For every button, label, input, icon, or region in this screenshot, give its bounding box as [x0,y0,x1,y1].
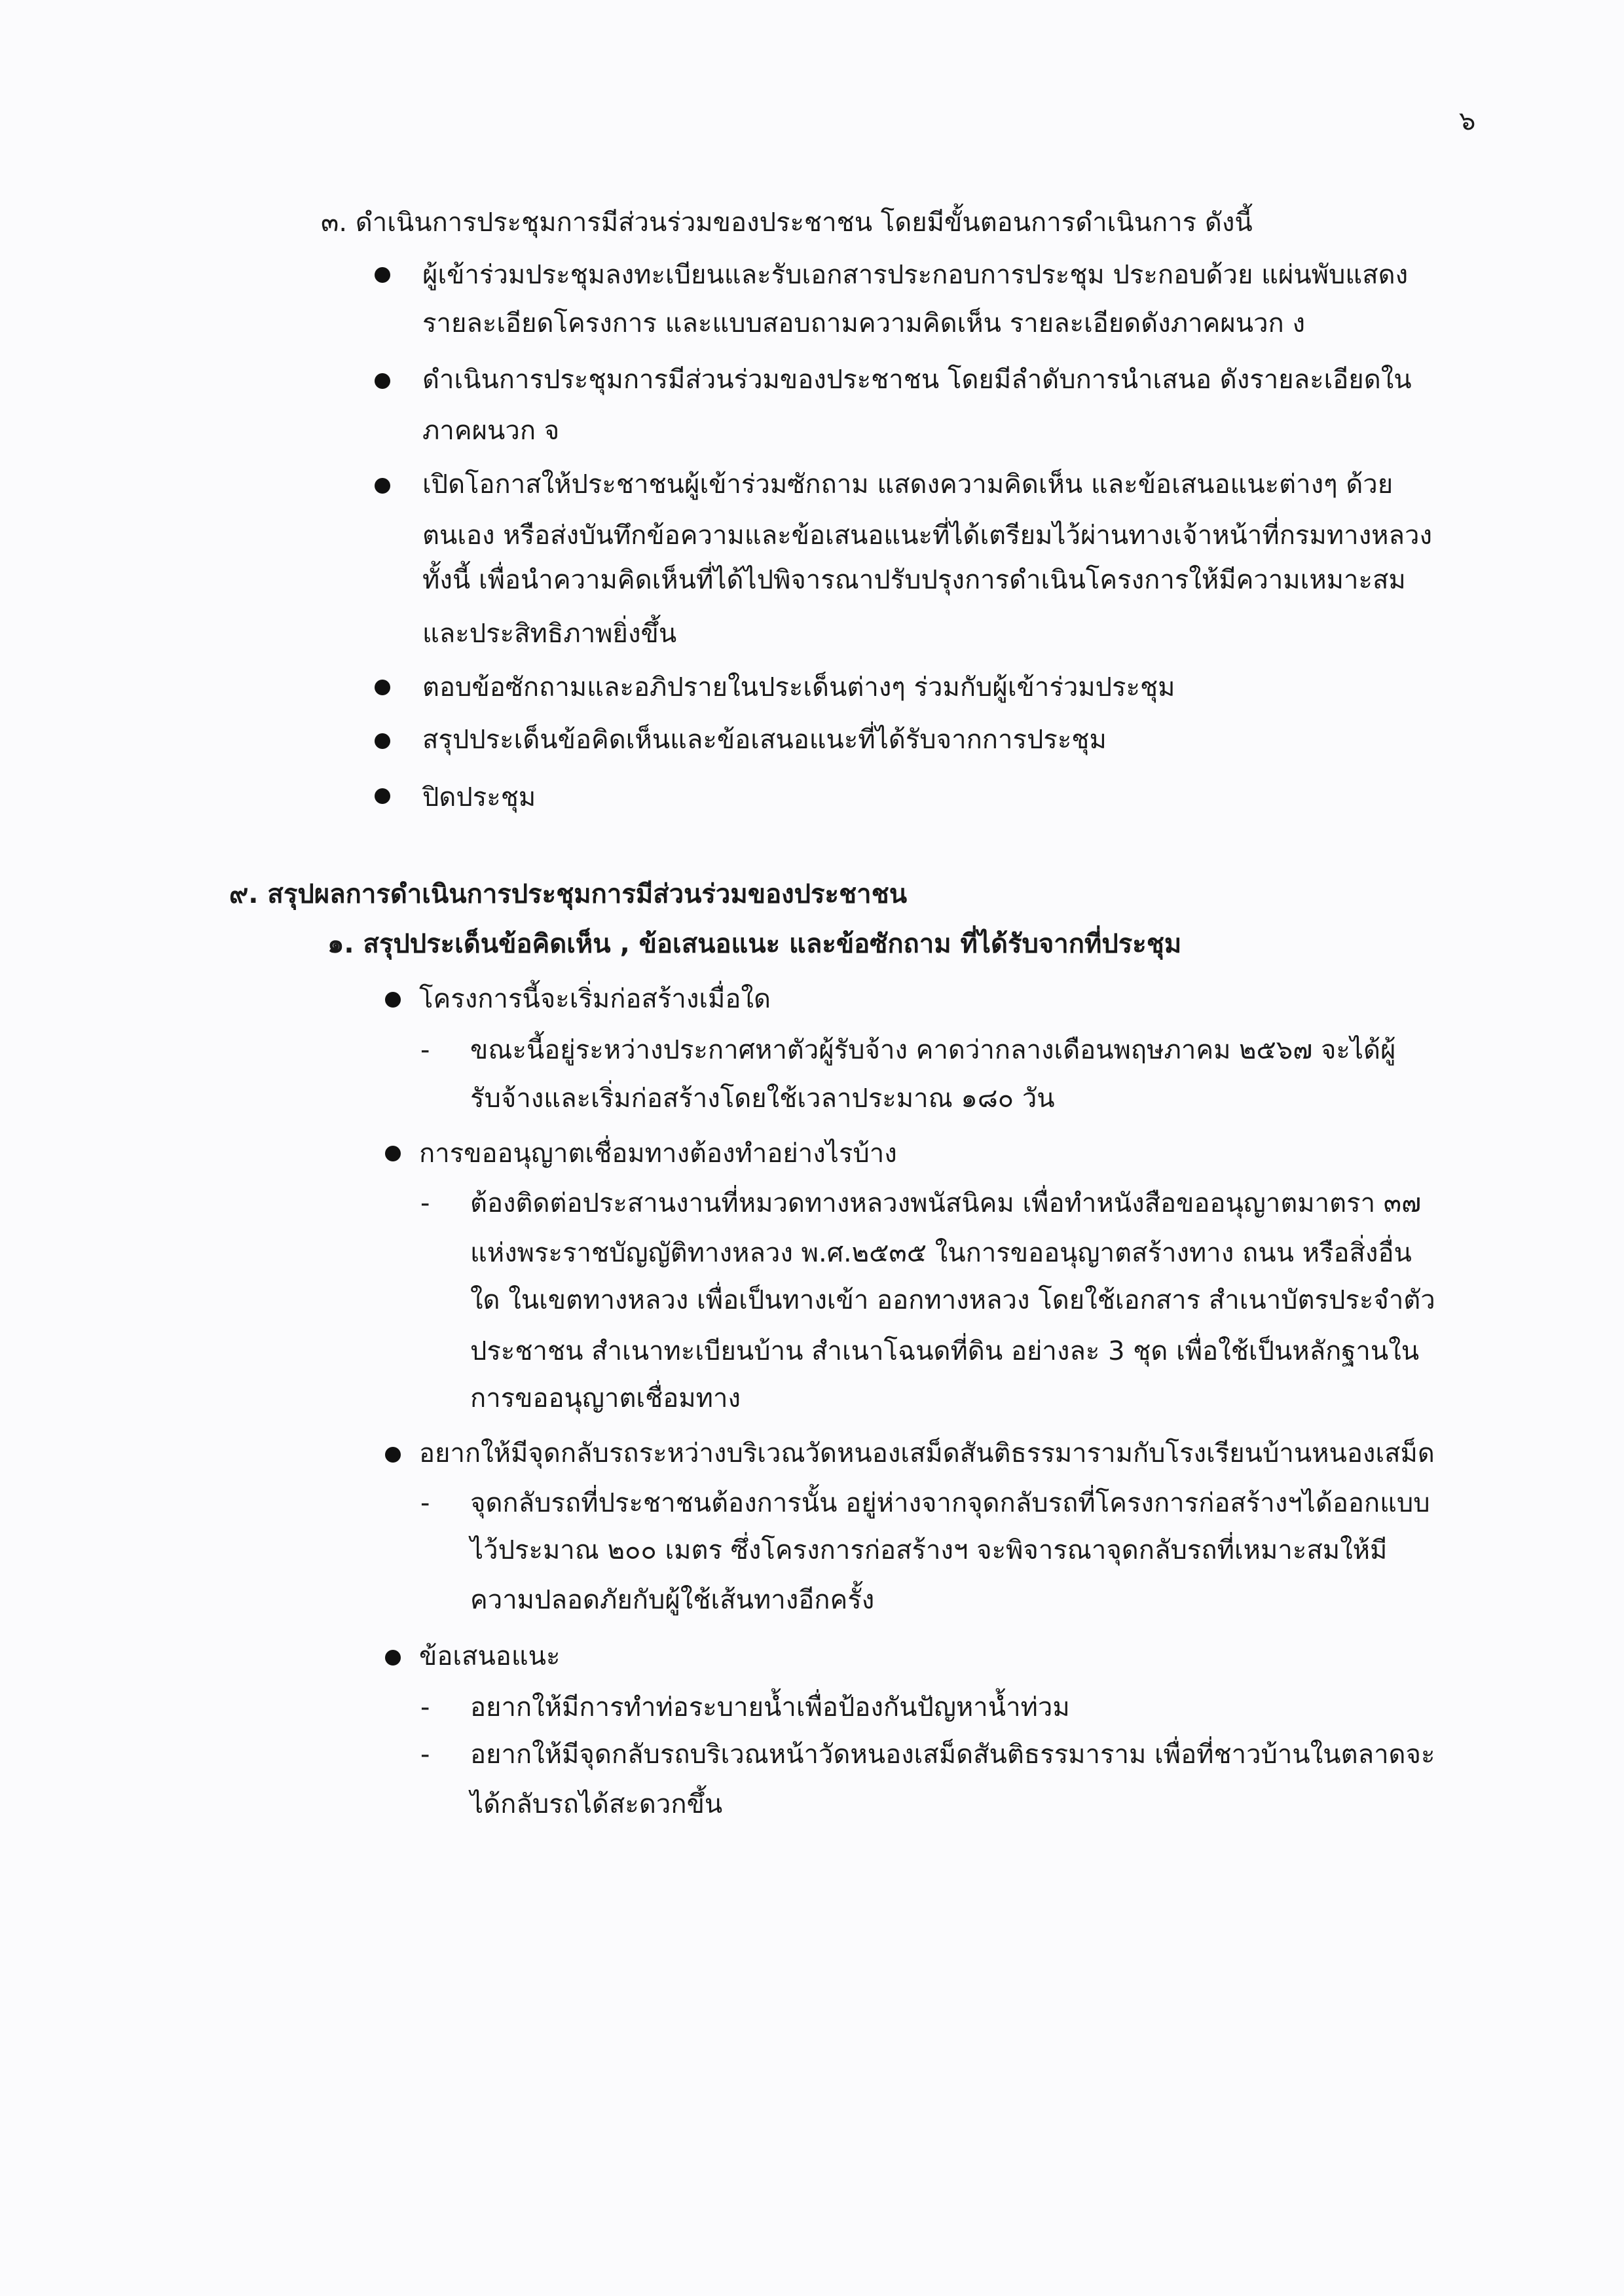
page-number: ๖ [1459,106,1476,136]
bullet-icon [375,267,390,283]
dash-marker: - [420,1035,430,1065]
bullet-icon [385,992,401,1008]
bullet-icon [375,680,390,695]
answer-line: การขออนุญาตเชื่อมทาง [470,1383,741,1413]
list-item-line: ตนเอง หรือส่งบันทึกข้อความและข้อเสนอแนะที่ได้เตรียมไว้ผ่านทางเจ้าหน้าที่กรมทางหลวง [422,520,1433,551]
list-item-line: ปิดประชุม [422,782,536,812]
dash-marker: - [420,1188,430,1218]
answer-line: อยากให้มีการทำท่อระบายน้ำเพื่อป้องกันปัญหาน้ำท่วม [470,1692,1070,1722]
bullet-icon [375,733,390,749]
bullet-icon [375,478,390,494]
answer-line: อยากให้มีจุดกลับรถบริเวณหน้าวัดหนองเสม็ดสันติธรรมาราม เพื่อที่ชาวบ้านในตลาดจะ [470,1740,1435,1770]
section-9-subheading: ๑. สรุปประเด็นข้อคิดเห็น , ข้อเสนอแนะ และข้อซักถาม ที่ได้รับจากที่ประชุม [327,929,1182,959]
section-9-heading: ๙. สรุปผลการดำเนินการประชุมการมีส่วนร่วมของประชาชน [229,879,908,909]
answer-line: แห่งพระราชบัญญัติทางหลวง พ.ศ.๒๕๓๕ ในการขออนุญาตสร้างทาง ถนน หรือสิ่งอื่น [470,1238,1412,1268]
list-item-line: สรุปประเด็นข้อคิดเห็นและข้อเสนอแนะที่ได้รับจากการประชุม [422,725,1107,755]
list-item-line: ภาคผนวก จ [422,416,560,446]
answer-line: ไว้ประมาณ ๒๐๐ เมตร ซึ่งโครงการก่อสร้างฯ จะพิจารณาจุดกลับรถที่เหมาะสมให้มี [470,1535,1388,1565]
answer-line: ประชาชน สำเนาทะเบียนบ้าน สำเนาโฉนดที่ดิน อย่างละ 3 ชุด เพื่อใช้เป็นหลักฐานใน [470,1336,1420,1366]
answer-line: ได้กลับรถได้สะดวกขึ้น [470,1789,723,1819]
list-item-line: และประสิทธิภาพยิ่งขึ้น [422,619,677,649]
bullet-icon [375,373,390,389]
question-title: การขออนุญาตเชื่อมทางต้องทำอย่างไรบ้าง [419,1139,897,1169]
answer-line: ต้องติดต่อประสานงานที่หมวดทางหลวงพนัสนิคม เพื่อทำหนังสือขออนุญาตมาตรา ๓๗ [470,1188,1422,1218]
dash-marker: - [420,1488,430,1518]
list-item-line: ดำเนินการประชุมการมีส่วนร่วมของประชาชน โดยมีลำดับการนำเสนอ ดังรายละเอียดใน [422,365,1412,395]
list-item-line: เปิดโอกาสให้ประชาชนผู้เข้าร่วมซักถาม แสดงความคิดเห็น และข้อเสนอแนะต่างๆ ด้วย [422,469,1393,500]
answer-line: รับจ้างและเริ่มก่อสร้างโดยใช้เวลาประมาณ ๑๘๐ วัน [470,1084,1055,1114]
answer-line: ใด ในเขตทางหลวง เพื่อเป็นทางเข้า ออกทางหลวง โดยใช้เอกสาร สำเนาบัตรประจำตัว [470,1285,1435,1315]
bullet-icon [385,1650,401,1666]
list-item-line: ตอบข้อซักถามและอภิปรายในประเด็นต่างๆ ร่วมกับผู้เข้าร่วมประชุม [422,672,1175,702]
section-3-heading: ๓. ดำเนินการประชุมการมีส่วนร่วมของประชาชน โดยมีขั้นตอนการดำเนินการ ดังนี้ [321,208,1253,238]
answer-line: ความปลอดภัยกับผู้ใช้เส้นทางอีกครั้ง [470,1585,875,1615]
bullet-icon [375,788,390,804]
answer-line: ขณะนี้อยู่ระหว่างประกาศหาตัวผู้รับจ้าง คาดว่ากลางเดือนพฤษภาคม ๒๕๖๗ จะได้ผู้ [470,1035,1396,1065]
list-item-line: รายละเอียดโครงการ และแบบสอบถามความคิดเห็น รายละเอียดดังภาคผนวก ง [422,308,1306,338]
bullet-icon [385,1146,401,1161]
bullet-icon [385,1447,401,1463]
question-title: อยากให้มีจุดกลับรถระหว่างบริเวณวัดหนองเสม็ดสันติธรรมารามกับโรงเรียนบ้านหนองเสม็ด [419,1438,1435,1468]
dash-marker: - [420,1740,430,1770]
question-title: โครงการนี้จะเริ่มก่อสร้างเมื่อใด [419,984,771,1014]
question-title: ข้อเสนอแนะ [419,1641,561,1671]
answer-line: จุดกลับรถที่ประชาชนต้องการนั้น อยู่ห่างจากจุดกลับรถที่โครงการก่อสร้างฯได้ออกแบบ [470,1488,1430,1518]
list-item-line: ผู้เข้าร่วมประชุมลงทะเบียนและรับเอกสารประกอบการประชุม ประกอบด้วย แผ่นพับแสดง [422,260,1409,290]
dash-marker: - [420,1692,430,1722]
list-item-line: ทั้งนี้ เพื่อนำความคิดเห็นที่ได้ไปพิจารณาปรับปรุงการดำเนินโครงการให้มีความเหมาะสม [422,565,1406,595]
